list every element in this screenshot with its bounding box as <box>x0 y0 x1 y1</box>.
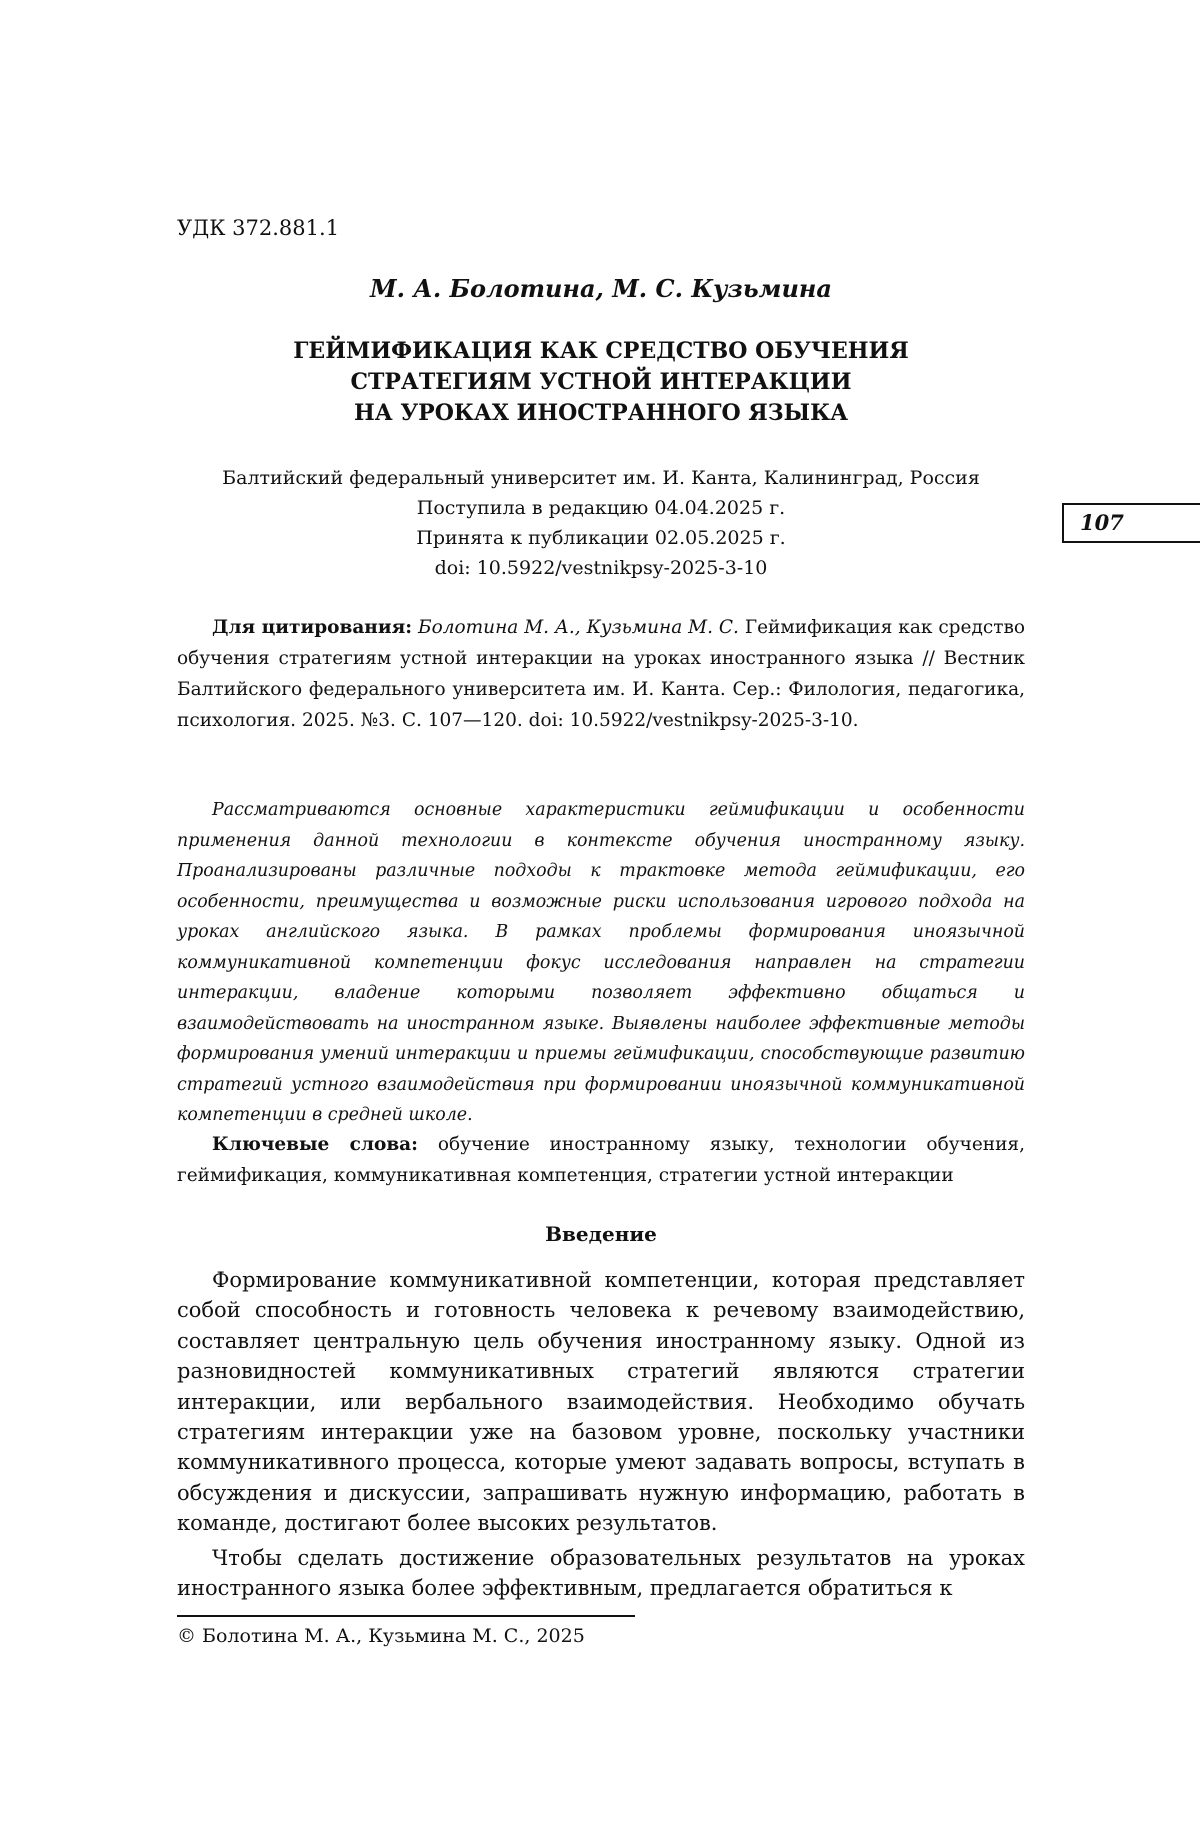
section-heading-introduction: Введение <box>545 1222 657 1246</box>
article-meta <box>177 463 1025 583</box>
article-title <box>177 336 1025 429</box>
body-paragraph: Чтобы сделать достижение образовательных результатов на уроках иностранного языка более эффективным, предлагается обратиться к <box>177 1545 1025 1601</box>
title-line: ГЕЙМИФИКАЦИЯ КАК СРЕДСТВО ОБУЧЕНИЯ <box>293 338 909 364</box>
keywords-text: обучение иностранному языку, технологии обучения, геймификация, коммуникативная компетенция, стратегии устной интеракции <box>177 1134 1025 1186</box>
keywords-block <box>177 1129 1025 1191</box>
page-number-tab: 107 <box>1062 503 1200 543</box>
title-line: СТРАТЕГИЯМ УСТНОЙ ИНТЕРАКЦИИ <box>350 369 852 395</box>
citation-block <box>177 612 1025 736</box>
udk-code: УДК 372.881.1 <box>177 216 340 240</box>
title-line: НА УРОКАХ ИНОСТРАННОГО ЯЗЫКА <box>353 400 849 426</box>
accepted-date: Принята к публикации 02.05.2025 г. <box>416 527 786 549</box>
body-paragraph: Формирование коммуникативной компетенции, которая представляет собой способность и готовность человека к речевому взаимодействию, составляет центральную цель обучения иностранному языку. Одной из разновидностей коммуникативных стратегий являются стратегии интеракции, или вербального взаимодействия. Необходимо обучать стратегиям интеракции уже на базовом уровне, поскольку участники коммуникативного процесса, которые умеют задавать вопросы, вступать в обсуждения и дискуссии, запрашивать нужную информацию, работать в команде, достигают более высоких результатов. <box>177 1268 1025 1536</box>
footnote-divider <box>177 1615 635 1617</box>
doi: doi: 10.5922/vestnikpsy-2025-3-10 <box>434 557 768 579</box>
citation-text: Геймификация как средство обучения стратегиям устной интеракции на уроках иностранного языка // Вестник Балтийского федерального университета им. И. Канта. Сер.: Филология, педагогика, психология. 2025. №3. С. 107—120. doi: 10.5922/vestnikpsy-2025-3-10. <box>177 617 1026 731</box>
abstract: Рассматриваются основные характеристики геймификации и особенности применения данной технологии в контексте обучения иностранному языку. Проанализированы различные подходы к трактовке метода геймификации, его особенности, преимущества и возможные риски использования игрового подхода на уроках английского языка. В рамках проблемы формирования иноязычной коммуникативной компетенции фокус исследования направлен на стратегии интеракции, владение которыми позволяет эффективно общаться и взаимодействовать на иностранном языке. Выявлены наиболее эффективные методы формирования умений интеракции и приемы геймификации, способствующие развитию стратегий устного взаимодействия при формировании иноязычной коммуникативной компетенции в средней школе. <box>177 800 1025 1125</box>
citation-label: Для цитирования: <box>212 617 413 638</box>
affiliation: Балтийский федеральный университет им. И. Канта, Калининград, Россия <box>222 467 980 489</box>
citation-authors: Болотина М. А., Кузьмина М. С. <box>417 617 739 638</box>
copyright-footnote: © Болотина М. А., Кузьмина М. С., 2025 <box>177 1625 585 1647</box>
keywords-label: Ключевые слова: <box>212 1134 418 1155</box>
received-date: Поступила в редакцию 04.04.2025 г. <box>416 497 786 519</box>
article-authors: М. А. Болотина, М. С. Кузьмина <box>370 274 832 303</box>
introduction-body <box>177 1265 1025 1607</box>
